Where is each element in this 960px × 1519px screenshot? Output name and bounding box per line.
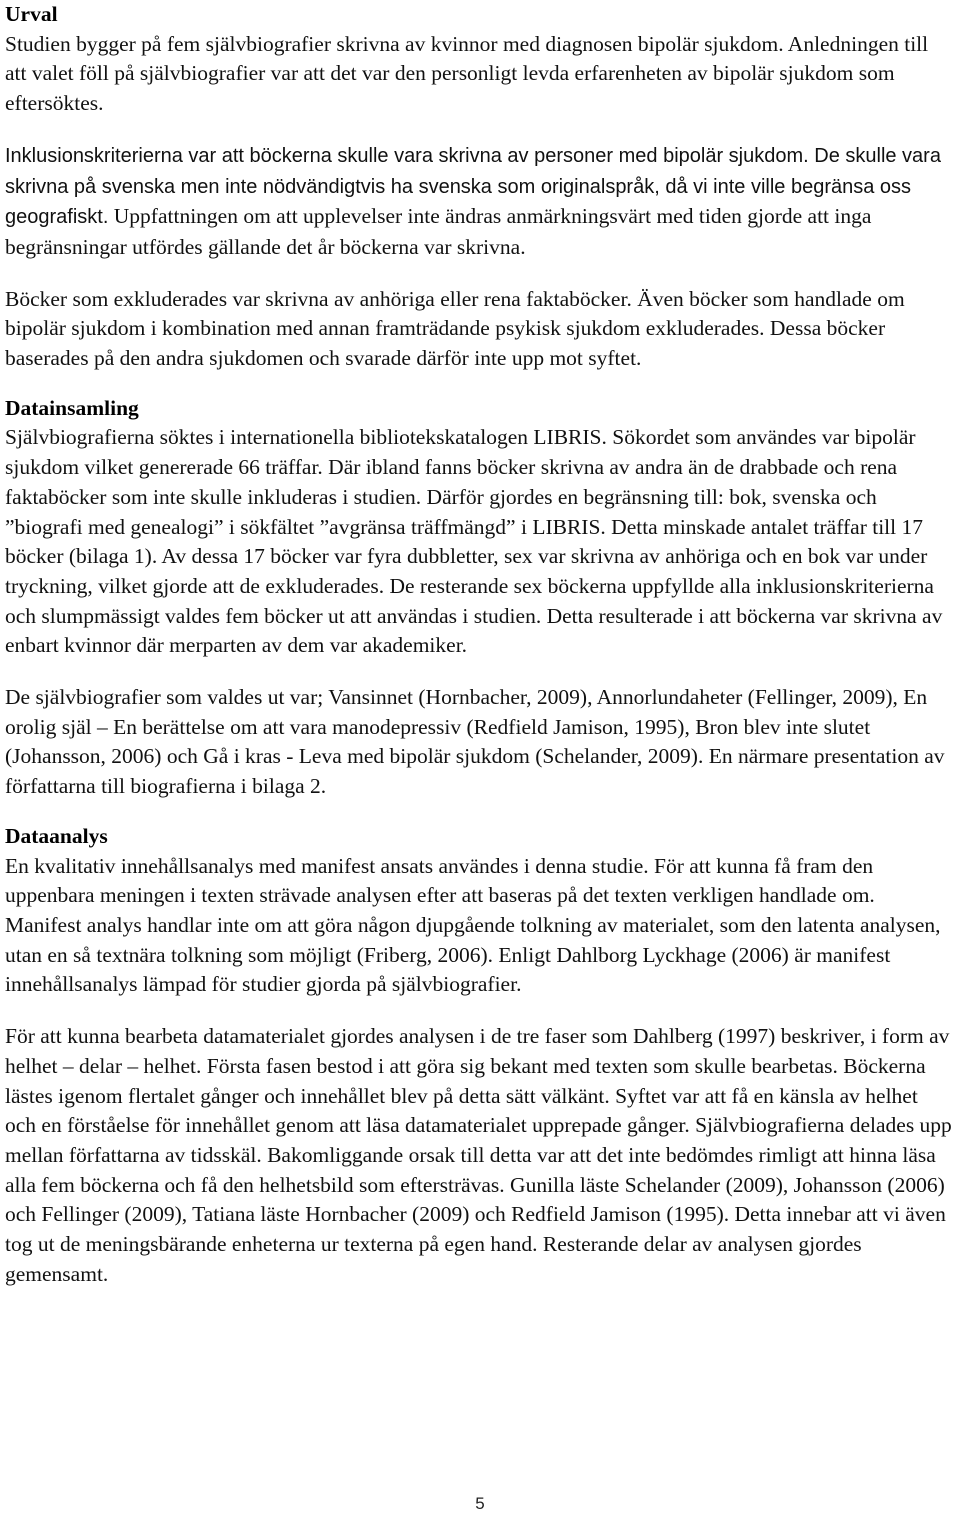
paragraph-dataanalys-1: En kvalitativ innehållsanalys med manifest ansats användes i denna studie. För att kunna få fram den uppenbara meningen i texten strävade analysen efter att baseras på det texten verkligen handlade om. Manifest analys handlar inte om att göra någon djupgående tolkning av materialet, som den latenta analysen, utan en så textnära tolkning som möjligt (Friberg, 2006). Enligt Dahlborg Lyckhage (2006) är manifest innehållsanalys lämpad för studier gjorda på självbiografier. [5, 853, 941, 997]
paragraph-urval-1: Studien bygger på fem självbiografier skrivna av kvinnor med diagnosen bipolär sjukdom. Anledningen till att valet föll på självbiografier var att det var den personligt levda erfarenheten av bipolär sjukdom som eftersöktes. [5, 31, 929, 116]
paragraph-datainsamling-1: Självbiografierna söktes i internationella bibliotekskatalogen LIBRIS. Sökordet som användes var bipolär sjukdom vilket genererade 66 träffar. Där ibland fanns böcker skrivna av andra än de drabbade och rena faktaböcker som inte skulle inkluderas i studien. Därför gjordes en begränsning till: bok, svenska och ”biografi med genealogi” i sökfältet ”avgränsa träffmängd” i LIBRIS. Detta minskade antalet träffar till 17 böcker (bilaga 1). Av dessa 17 böcker var fyra dubbletter, sex var skrivna av anhöriga och en bok var under tryckning, vilket gjorde att de exkluderades. De resterande sex böckerna uppfyllde alla inklusionskriterierna och slumpmässigt valdes fem böcker ut att användas i studien. Detta resulterade i att böckerna var skrivna av enbart kvinnor där merparten av dem var akademiker. [5, 425, 943, 658]
heading-dataanalys: Dataanalys [5, 823, 108, 848]
paragraph-datainsamling-2: De självbiografier som valdes ut var; Vansinnet (Hornbacher, 2009), Annorlundaheter (Fellinger, 2009), En orolig själ – En berättelse om att vara manodepressiv (Redfield Jamison, 1995), Bron blev inte slutet (Johansson, 2006) och Gå i kras - Leva med bipolär sjukdom (Schelander, 2009). En närmare presentation av författarna till biografierna i bilaga 2. [5, 685, 945, 799]
paragraph-urval-3: Böcker som exkluderades var skrivna av anhöriga eller rena faktaböcker. Även böcker som handlade om bipolär sjukdom i kombination med annan framträdande psykisk sjukdom exkluderades. Dessa böcker baserades på den andra sjukdomen och svarade därför inte upp mot syftet. [5, 286, 905, 371]
page-number: 5 [475, 1494, 485, 1513]
document-page [5, 0, 953, 1289]
paragraph-urval-2 [5, 141, 953, 263]
paragraph-urval-2b: Uppfattningen om att upplevelser inte ändras anmärkningsvärt med tiden gjorde att inga begränsningar utfördes gällande det år böckerna var skrivna. [5, 204, 872, 259]
paragraph-dataanalys-2: För att kunna bearbeta datamaterialet gjordes analysen i de tre faser som Dahlberg (1997) beskriver, i form av helhet – delar – helhet. Första fasen bestod i att göra sig bekant med texten som skulle bearbetas. Böckerna lästes igenom flertalet gånger och innehållet blev på detta sätt välkänt. Syftet var att få en känsla av helhet och en förståelse för innehållet genom att läsa datamaterialet upprepade gånger. Självbiografierna delades upp mellan författarna av tidsskäl. Bakomliggande orsak till detta var att det inte bedömdes rimligt att hinna läsa alla fem böckerna och få den helhetsbild som eftersträvas. Gunilla läste Schelander (2009), Johansson (2006) och Fellinger (2009), Tatiana läste Hornbacher (2009) och Redfield Jamison (1995). Detta innebar att vi även tog ut de meningsbärande enheterna ur texterna på egen hand. Resterande delar av analysen gjordes gemensamt. [5, 1024, 952, 1286]
heading-datainsamling: Datainsamling [5, 395, 139, 420]
paragraph-urval-2a: Inklusionskriterierna var att böckerna skulle vara skrivna av personer med bipolär sjukdom. De skulle vara skrivna på svenska men inte nödvändigtvis ha svenska som originalspråk, då vi inte ville begränsa oss geografiskt. [5, 144, 941, 229]
heading-urval: Urval [5, 2, 58, 26]
